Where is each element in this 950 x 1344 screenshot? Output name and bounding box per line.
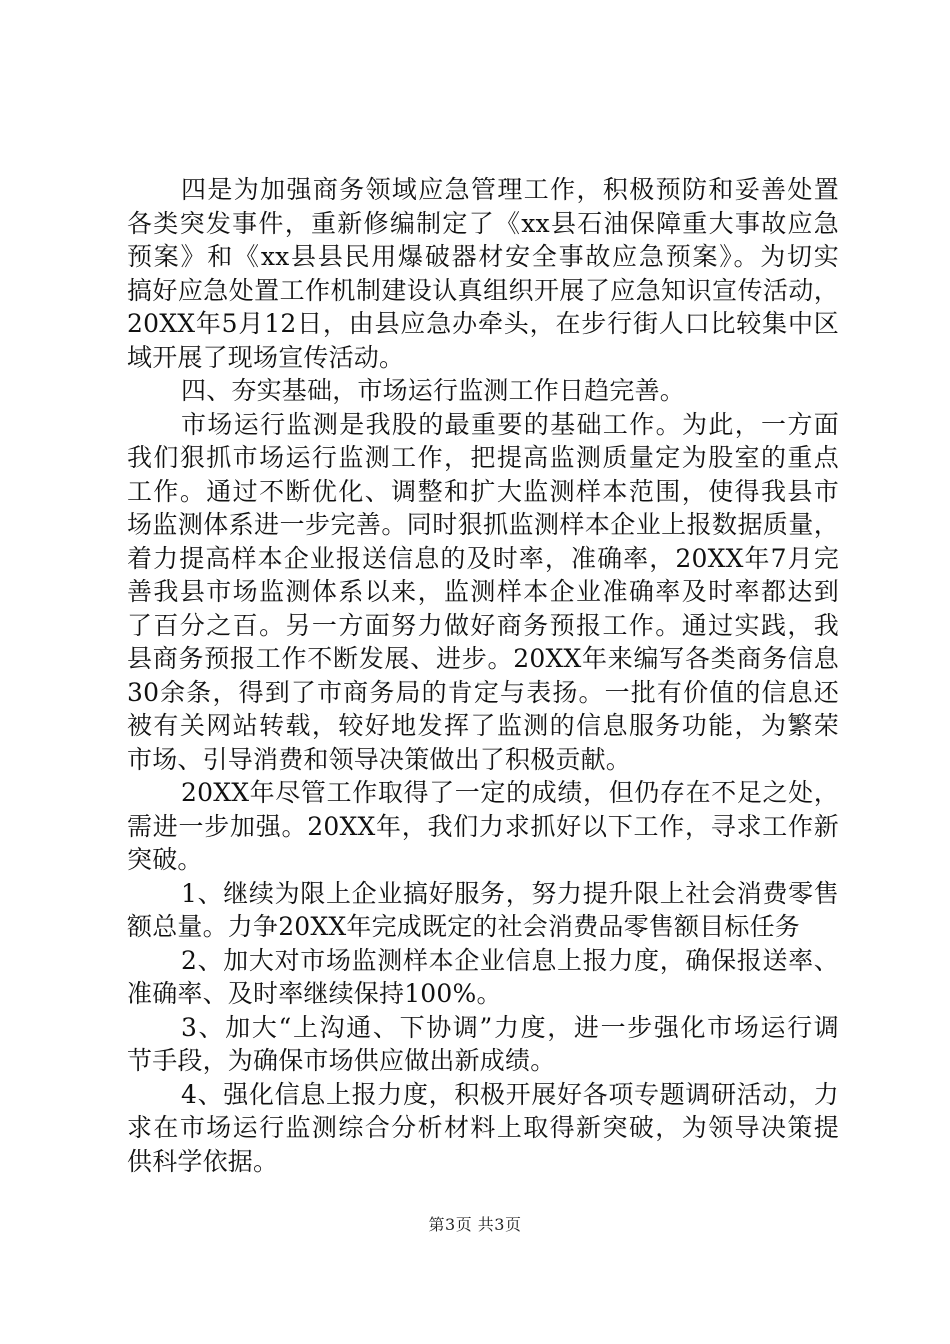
list-item-2 — [127, 944, 839, 1011]
text-line: 1、继续为限上企业搞好服务，努力提升限上社会消费零售 — [181, 878, 839, 908]
text-line: 了百分之百。另一方面努力做好商务预报工作。通过实践，我 — [127, 610, 839, 640]
text-line: 20XX年尽管工作取得了一定的成绩，但仍存在不足之处， — [181, 778, 839, 807]
text-line: 准确率、及时率继续保持100%。 — [127, 979, 502, 1008]
page-footer — [0, 1215, 950, 1235]
text-line: 被有关网站转载，较好地发挥了监测的信息服务功能，为繁荣 — [127, 711, 839, 740]
text-line: 节手段，为确保市场供应做出新成绩。 — [127, 1046, 556, 1075]
text-line: 域开展了现场宣传活动。 — [127, 342, 405, 372]
text-line: 预案》和《xx县县民用爆破器材安全事故应急预案》。为切实 — [127, 242, 839, 271]
list-item-3 — [127, 1011, 839, 1078]
text-line: 需进一步加强。20XX年，我们力求抓好以下工作，寻求工作新 — [127, 811, 839, 841]
text-line: 四、夯实基础，市场运行监测工作日趋完善。 — [181, 376, 686, 405]
text-line: 供科学依据。 — [127, 1146, 279, 1176]
text-line: 县商务预报工作不断发展、进步。20XX年来编写各类商务信息 — [127, 644, 839, 673]
text-line: 市场运行监测是我股的最重要的基础工作。为此，一方面 — [181, 409, 839, 439]
text-line: 3、加大“上沟通、下协调”力度，进一步强化市场运行调 — [181, 1012, 839, 1042]
text-line: 场监测体系进一步完善。同时狠抓监测样本企业上报数据质量， — [127, 510, 839, 539]
section-heading-market-monitoring — [127, 374, 839, 408]
paragraph-market-monitoring — [127, 408, 839, 777]
text-line: 我们狠抓市场运行监测工作，把提高监测质量定为股室的重点 — [127, 443, 839, 472]
page-number-label: 第3页 共3页 — [428, 1215, 522, 1234]
text-line: 突破。 — [127, 845, 203, 874]
text-line: 市场、引导消费和领导决策做出了积极贡献。 — [127, 744, 632, 774]
text-line: 善我县市场监测体系以来，监测样本企业准确率及时率都达到 — [127, 577, 839, 606]
text-line: 各类突发事件，重新修编制定了《xx县石油保障重大事故应急 — [127, 208, 839, 238]
text-line: 搞好应急处置工作机制建设认真组织开展了应急知识宣传活动， — [127, 275, 839, 305]
text-line: 额总量。力争20XX年完成既定的社会消费品零售额目标任务 — [127, 912, 801, 941]
text-line: 2、加大对市场监测样本企业信息上报力度，确保报送率、 — [181, 945, 839, 975]
text-line: 工作。通过不断优化、调整和扩大监测样本范围，使得我县市 — [127, 476, 839, 506]
paragraph-emergency-management — [127, 173, 839, 374]
text-line: 30余条，得到了市商务局的肯定与表扬。一批有价值的信息还 — [127, 677, 839, 707]
document-body — [127, 173, 839, 1178]
list-item-4 — [127, 1078, 839, 1179]
text-line: 着力提高样本企业报送信息的及时率，准确率，20XX年7月完 — [127, 543, 839, 573]
list-item-1 — [127, 877, 839, 944]
text-line: 求在市场运行监测综合分析材料上取得新突破，为领导决策提 — [127, 1113, 839, 1142]
text-line: 20XX年5月12日，由县应急办牵头，在步行街人口比较集中区 — [127, 309, 839, 338]
text-line: 4、强化信息上报力度，积极开展好各项专题调研活动，力 — [181, 1079, 839, 1109]
paragraph-next-year-goals — [127, 776, 839, 877]
text-line: 四是为加强商务领域应急管理工作，积极预防和妥善处置 — [181, 175, 839, 204]
